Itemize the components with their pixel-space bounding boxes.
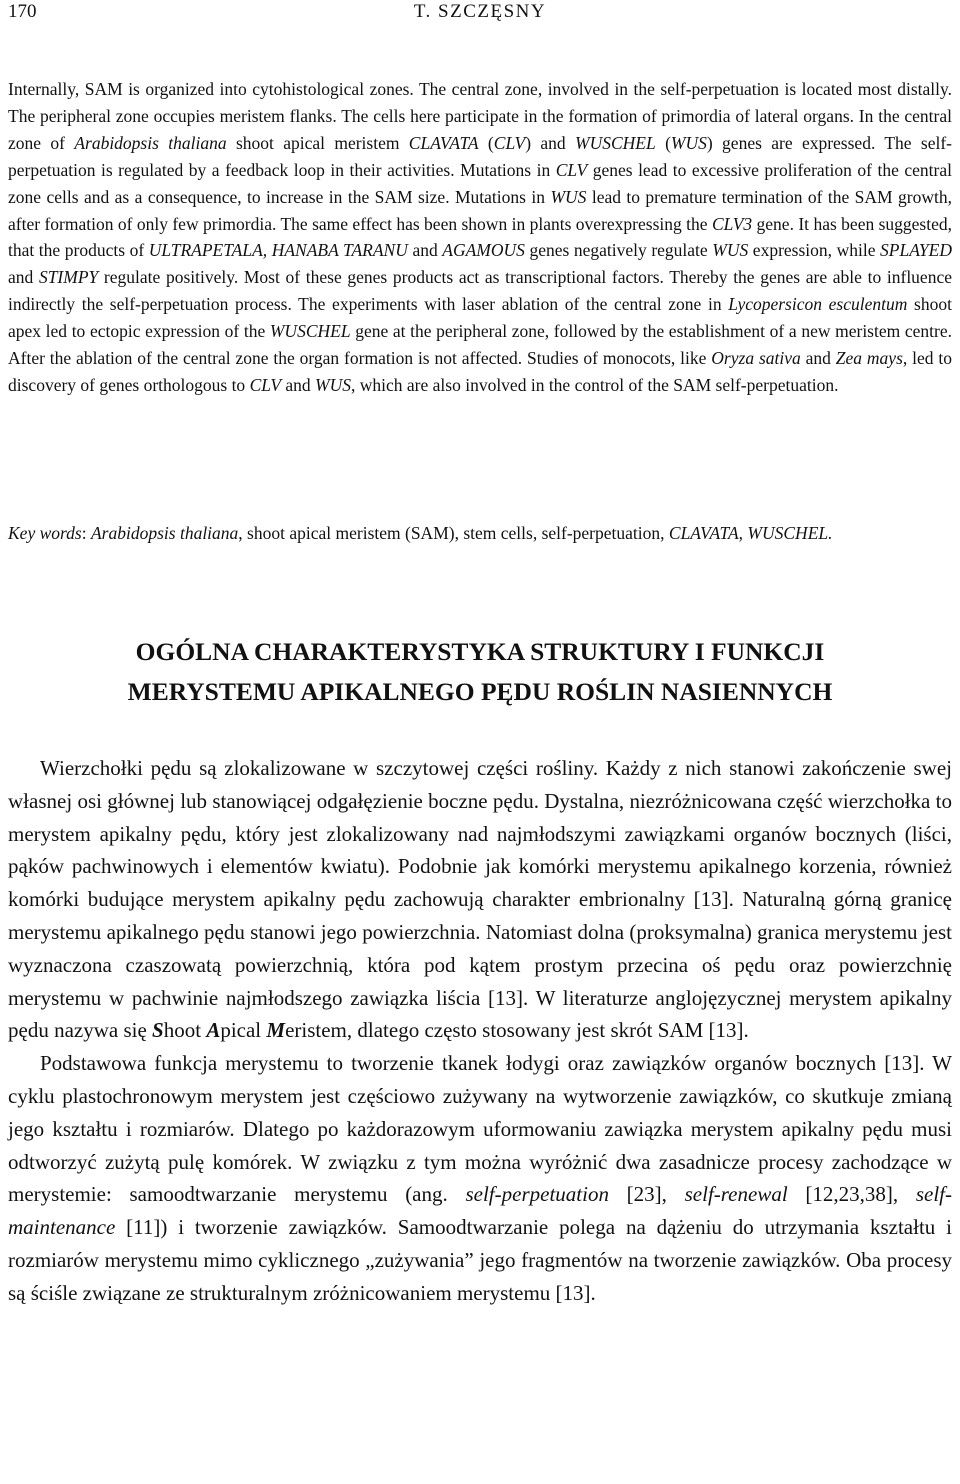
text-run: :: [81, 523, 91, 543]
text-run: M: [266, 1018, 286, 1043]
text-run: , led to discovery of genes orthologous to: [8, 348, 953, 395]
text-run: Key words: [8, 523, 82, 543]
text-run: Wierzchołki pędu są zlokalizowane w szczytowej części rośliny. Każdy z nich stanowi zakończenie swej własnej osi głównej lub stanowiącej odgałęzienie boczne pędu. Dystalna, niezróżnicowana część wierzchołka to merystem apikalny pędu, który jest zlokalizowany nad najmłodszymi zawiązkami organów bocznych (liści, pąków pachwinowych i elementów kwiatu). Podobnie jak komórki merystemu apikalnego korzenia, również komórki budujące merystem apikalny pędu zachowują charakter embrionalny [13]. Naturalną górną granicę merystemu apikalnego pędu stanowi jego powierzchnia. Natomiast dolna (proksymalna) granica merystemu jest wyznaczona czaszowatą powierzchnią, która pod kątem prostym przecina oś pędu oraz powierzchnię merystemu w pachwinie najmłodszego zawiązka liścia [13]. W literaturze anglojęzycznej merystem apikalny pędu nazywa się: [8, 756, 952, 1043]
body-paragraph-1: [8, 752, 952, 1047]
text-run: ) genes are expressed. The self-perpetuation is regulated by a feedback loop in their activities. Mutations in: [8, 132, 952, 180]
text-run: CLAVATA, WUSCHEL.: [668, 523, 833, 543]
text-run: regulate positively. Most of these genes products act as transcriptional factors. Thereby the genes are able to influence indirectly the self-perpetuation process. The experiments with laser ablation of the central zone in: [8, 267, 952, 315]
section-heading-line-2: MERYSTEMU APIKALNEGO PĘDU ROŚLIN NASIENNYCH: [127, 677, 833, 706]
text-run: genes lead to excessive proliferation of the central zone cells and as a consequence, to increase in the SAM size. Mutations in: [8, 159, 952, 207]
running-head: T. SZCZĘSNY: [413, 1, 547, 22]
text-run: Lycopersicon esculentum: [728, 294, 908, 315]
text-run: SPLAYED: [880, 240, 952, 261]
keywords-line: [8, 520, 952, 547]
text-run: WUS: [550, 186, 587, 207]
text-run: and: [407, 240, 443, 261]
text-run: , shoot apical meristem (SAM), stem cells, self-perpetuation,: [238, 523, 669, 543]
abstract: [8, 76, 952, 399]
text-run: self-perpetuation: [465, 1182, 609, 1207]
text-run: genes negatively regulate: [524, 240, 713, 261]
text-run: expression, while: [748, 240, 881, 261]
text-run: and: [281, 374, 316, 395]
text-run: , which are also involved in the control of the SAM self-perpetuation.: [351, 374, 839, 395]
text-run: ULTRAPETALA, HANABA TARANU: [148, 240, 408, 261]
body-paragraph-2: [8, 1047, 952, 1309]
text-run: S: [152, 1018, 164, 1043]
text-run: [12,23,38],: [787, 1182, 916, 1207]
text-run: A: [206, 1018, 221, 1043]
body-text: [8, 752, 952, 1310]
text-run: shoot apical meristem: [226, 132, 409, 153]
text-run: WUS: [670, 132, 707, 153]
text-run: shoot apex led to ectopic expression of the: [8, 294, 952, 342]
text-run: CLAVATA: [408, 132, 479, 153]
text-run: ) and: [525, 132, 576, 153]
text-run: [11]) i tworzenie zawiązków. Samoodtwarzanie polega na dążeniu do utrzymania kształtu i rozmiarów merystemu mimo cyklicznego „zużywania” jego fragmentów na tworzenie zawiązków. Oba procesy są ściśle związane ze strukturalnym zróżnicowaniem merystemu [13].: [8, 1215, 952, 1305]
text-run: WUS: [315, 374, 352, 395]
text-run: [23],: [608, 1182, 685, 1207]
text-run: dlatego często stosowany jest skrót SAM [13].: [352, 1018, 749, 1043]
text-run: WUSCHEL: [269, 321, 351, 342]
text-run: self-renewal: [684, 1182, 788, 1207]
text-run: WUS: [712, 240, 749, 261]
text-run: Zea mays: [835, 348, 903, 369]
text-run: (: [655, 132, 671, 153]
text-run: (: [478, 132, 494, 153]
text-run: eristem,: [285, 1018, 353, 1043]
text-run: gene. It has been suggested, that the products of: [8, 213, 952, 261]
text-run: Internally, SAM is organized into cytohistological zones. The central zone, involved in the self-perpetuation is located most distally. The peripheral zone occupies meristem flanks. The cells here participate in the formation of primordia of lateral organs. In the central zone of: [8, 79, 952, 153]
page-number: 170: [8, 1, 37, 22]
text-run: and: [8, 267, 39, 288]
text-run: CLV: [493, 132, 526, 153]
keywords: [8, 520, 952, 547]
text-run: WUSCHEL: [575, 132, 656, 153]
text-run: AGAMOUS: [442, 240, 525, 261]
section-heading: [0, 632, 960, 712]
text-run: and: [800, 348, 836, 369]
text-run: hoot: [163, 1018, 207, 1043]
text-run: CLV3: [711, 213, 753, 234]
text-run: pical: [220, 1018, 267, 1043]
text-run: Arabidopsis thaliana: [74, 132, 227, 153]
page-header: [8, 0, 952, 24]
text-run: Oryza sativa: [711, 348, 801, 369]
abstract-paragraph: [8, 76, 952, 399]
text-run: STIMPY: [38, 267, 99, 288]
section-heading-line-1: OGÓLNA CHARAKTERYSTYKA STRUKTURY I FUNKCJI: [135, 637, 825, 666]
text-run: Arabidopsis thaliana: [90, 523, 239, 543]
text-run: gene at the peripheral zone, followed by the establishment of a new meristem centre. After the ablation of the central zone the organ formation is not affected. Studies of monocots, like: [8, 321, 952, 369]
text-run: lead to premature termination of the SAM growth, after formation of only few primordia. The same effect has been shown in plants overexpressing the: [8, 186, 952, 234]
text-run: self-maintenance: [8, 1182, 952, 1240]
text-run: Podstawowa funkcja merystemu to tworzenie tkanek łodygi oraz zawiązków organów bocznych [13]. W cyklu plastochronowym merystem jest częściowo zużywany na wytworzenie zawiązków, co skutkuje zmianą jego kształtu i rozmiarów. Dlatego po każdorazowym uformowaniu zawiązka merystem apikalny pędu musi odtworzyć zużytą pulę komórek. W związku z tym można wyróżnić dwa zasadnicze procesy zachodzące w merystemie: samoodtwarzanie merystemu (ang.: [8, 1051, 952, 1207]
text-run: CLV: [555, 159, 588, 180]
text-run: CLV: [249, 374, 282, 395]
